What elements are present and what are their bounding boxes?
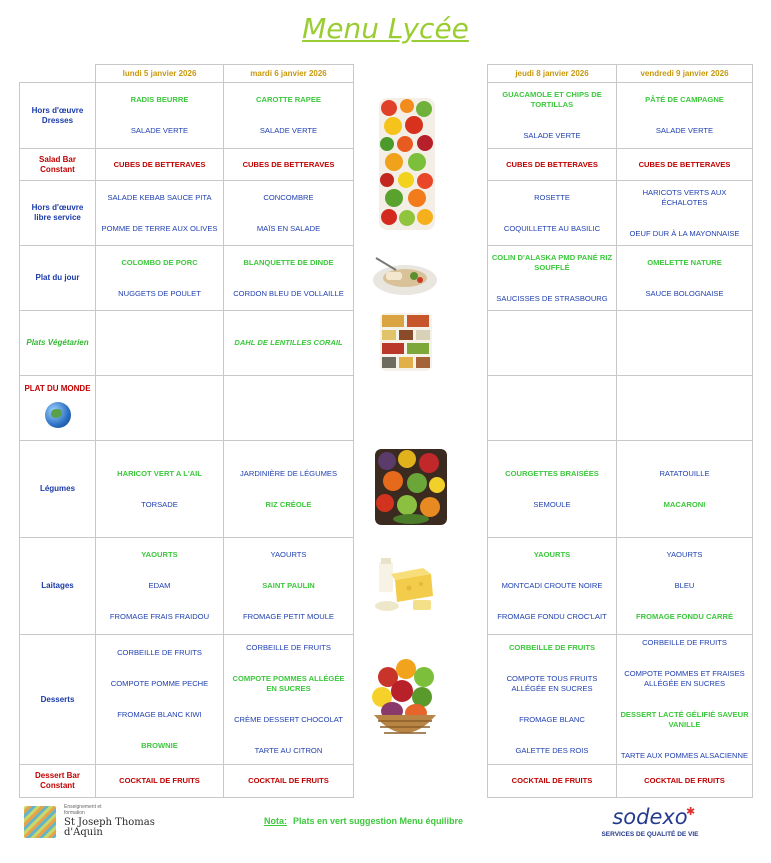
menu-cell xyxy=(96,181,224,246)
menu-item: FROMAGE FONDU CROC'LAIT xyxy=(497,612,607,621)
menu-cell xyxy=(224,635,354,765)
menu-item: FROMAGE FONDU CARRÉ xyxy=(635,612,734,621)
menu-item: CUBES DE BETTERAVES xyxy=(638,159,731,169)
menu-cell xyxy=(224,441,354,538)
sodexo-tagline: SERVICES DE QUALITÉ DE VIE xyxy=(601,831,699,838)
day-header: mardi 6 janvier 2026 xyxy=(224,65,354,83)
menu-item: HARICOTS VERTS AUX ÉCHALOTES xyxy=(642,187,727,207)
menu-item: RATATOUILLE xyxy=(659,468,710,478)
menu-item: CUBES DE BETTERAVES xyxy=(242,159,335,169)
fruit-basket-image xyxy=(370,655,440,747)
menu-item: RADIS BEURRE xyxy=(130,95,189,104)
menu-cell xyxy=(617,311,753,376)
menu-item: COMPOTE POMMES ET FRAISES ALLÉGÉE EN SUCRES xyxy=(624,669,745,688)
row-label xyxy=(20,83,96,149)
school-logo xyxy=(24,804,155,844)
menu-table-left xyxy=(19,64,354,798)
menu-cell xyxy=(224,765,354,798)
table-row xyxy=(488,441,753,538)
vegetables-image xyxy=(379,98,435,230)
row-label xyxy=(20,538,96,635)
menu-cell xyxy=(96,83,224,149)
menu-item: CAROTTE RAPEE xyxy=(256,95,321,104)
menu-item: RIZ CRÉOLE xyxy=(265,499,312,509)
menu-cell xyxy=(96,311,224,376)
table-row xyxy=(20,538,354,635)
row-label xyxy=(20,635,96,765)
menu-item: FROMAGE PETIT MOULE xyxy=(243,612,334,621)
menu-item: COURGETTES BRAISÉES xyxy=(505,468,599,478)
row-label xyxy=(20,441,96,538)
menu-cell xyxy=(617,149,753,181)
table-row xyxy=(488,635,753,765)
page-title: Menu Lycée xyxy=(302,12,469,45)
row-label-text: Légumes xyxy=(39,484,76,493)
day-header: lundi 5 janvier 2026 xyxy=(96,65,224,83)
menu-item: CORBEILLE DE FRUITS xyxy=(508,643,596,652)
table-row xyxy=(488,376,753,441)
menu-cell xyxy=(488,311,617,376)
row-label-text: Hors d'œuvre libre service xyxy=(31,203,84,222)
menu-item: COCKTAIL DE FRUITS xyxy=(248,776,329,785)
menu-cell xyxy=(96,376,224,441)
menu-item: COMPOTE POMME PECHE xyxy=(110,679,209,688)
school-logo-mark xyxy=(24,806,56,838)
menu-item: COQUILLETTE AU BASILIC xyxy=(503,223,601,233)
menu-item: CUBES DE BETTERAVES xyxy=(113,159,206,169)
menu-item: CORBEILLE DE FRUITS xyxy=(642,638,727,647)
menu-cell xyxy=(617,765,753,798)
menu-cell xyxy=(96,635,224,765)
row-label xyxy=(20,246,96,311)
school-logo-subtitle: Enseignement et formation xyxy=(64,804,102,816)
menu-item: HARICOT VERT A L'AIL xyxy=(117,468,202,478)
row-label-text: Hors d'œuvre Dresses xyxy=(31,105,84,125)
menu-cell xyxy=(96,441,224,538)
menu-item: YAOURTS xyxy=(141,550,178,559)
globe-icon xyxy=(45,402,71,428)
row-label-text: Plats Végétarien xyxy=(26,338,89,347)
footer-note xyxy=(264,816,463,826)
menu-item: OMELETTE NATURE xyxy=(647,257,722,267)
menu-item: CORBEILLE DE FRUITS xyxy=(246,643,331,652)
menu-cell xyxy=(617,441,753,538)
menu-cell xyxy=(488,765,617,798)
menu-cell xyxy=(488,635,617,765)
table-row xyxy=(20,376,354,441)
menu-cell xyxy=(488,538,617,635)
table-row xyxy=(488,181,753,246)
menu-item: DAHL DE LENTILLES CORAIL xyxy=(234,338,343,347)
menu-item: TORSADE xyxy=(141,499,178,509)
row-label xyxy=(20,311,96,376)
menu-item: CONCOMBRE xyxy=(263,192,314,202)
menu-item: SALADE VERTE xyxy=(523,131,581,140)
table-row xyxy=(488,149,753,181)
menu-cell xyxy=(224,376,354,441)
table-row xyxy=(20,181,354,246)
menu-cell xyxy=(96,538,224,635)
menu-cell xyxy=(224,538,354,635)
row-label-text: Laitages xyxy=(41,581,74,590)
row-label xyxy=(20,181,96,246)
menu-item: CORDON BLEU DE VOLLAILLE xyxy=(233,288,344,298)
menu-cell xyxy=(96,246,224,311)
menu-item: POMME DE TERRE AUX OLIVES xyxy=(101,223,218,233)
menu-item: EDAM xyxy=(148,581,171,590)
row-label-text: PLAT DU MONDE xyxy=(24,384,91,393)
menu-item: YAOURTS xyxy=(666,550,703,559)
sodexo-logo xyxy=(590,805,710,845)
menu-item: DESSERT LACTÉ GÉLIFIÉ SAVEUR VANILLE xyxy=(620,710,749,729)
menu-item: ROSETTE xyxy=(534,192,570,202)
menu-item: COMPOTE POMMES ALLÉGÉE EN SUCRES xyxy=(232,674,345,693)
row-label-text: Dessert Bar Constant xyxy=(35,771,80,790)
row-label xyxy=(20,376,96,441)
menu-cell xyxy=(617,83,753,149)
menu-item: FROMAGE BLANC KIWI xyxy=(117,710,202,719)
menu-item: PÂTÉ DE CAMPAGNE xyxy=(645,95,724,104)
menu-item: COLOMBO DE PORC xyxy=(121,257,198,267)
menu-table-right xyxy=(487,64,753,798)
table-row xyxy=(20,765,354,798)
star-icon: ✱ xyxy=(686,806,696,818)
menu-item: COCKTAIL DE FRUITS xyxy=(119,776,200,785)
menu-cell xyxy=(617,181,753,246)
menu-item: SALADE VERTE xyxy=(655,126,714,135)
menu-item: MONTCADI CROUTE NOIRE xyxy=(501,581,603,590)
menu-cell xyxy=(617,538,753,635)
menu-item: SAUCE BOLOGNAISE xyxy=(645,288,724,298)
table-row xyxy=(488,765,753,798)
menu-item: OEUF DUR À LA MAYONNAISE xyxy=(629,228,740,238)
menu-item: NUGGETS DE POULET xyxy=(118,288,201,298)
menu-cell xyxy=(96,149,224,181)
menu-cell xyxy=(617,246,753,311)
menu-cell xyxy=(488,246,617,311)
table-row xyxy=(488,246,753,311)
vegetarian-dishes-image xyxy=(380,313,432,371)
menu-item: TARTE AUX POMMES ALSACIENNE xyxy=(620,751,749,760)
menu-cell xyxy=(224,246,354,311)
menu-item: FROMAGE BLANC xyxy=(519,715,585,724)
header-corner xyxy=(20,65,96,83)
menu-cell xyxy=(224,181,354,246)
menu-cell xyxy=(617,376,753,441)
sodexo-brand: sodexo xyxy=(612,805,688,829)
day-header: jeudi 8 janvier 2026 xyxy=(488,65,617,83)
menu-item: COCKTAIL DE FRUITS xyxy=(511,776,593,785)
footer-note-label: Nota: xyxy=(264,816,287,826)
row-label-text: Salad Bar Constant xyxy=(39,154,76,174)
table-row xyxy=(488,311,753,376)
menu-cell xyxy=(488,83,617,149)
menu-item: YAOURTS xyxy=(533,550,571,559)
menu-cell xyxy=(617,635,753,765)
menu-item: CORBEILLE DE FRUITS xyxy=(117,648,202,657)
menu-item: SAINT PAULIN xyxy=(262,581,315,590)
dairy-image xyxy=(373,556,439,614)
menu-item: FROMAGE FRAIS FRAIDOU xyxy=(109,612,210,621)
menu-item: YAOURTS xyxy=(270,550,307,559)
table-row xyxy=(488,83,753,149)
menu-cell xyxy=(488,181,617,246)
school-logo-name: St Joseph Thomas d'Aquin xyxy=(64,817,155,838)
menu-item: GALETTE DES ROIS xyxy=(515,746,589,755)
menu-item: MAÏS EN SALADE xyxy=(256,223,321,233)
fish-dish-image xyxy=(372,252,438,298)
row-label-text: Desserts xyxy=(40,694,75,704)
menu-item: CRÈME DESSERT CHOCOLAT xyxy=(234,715,343,724)
menu-item: GUACAMOLE ET CHIPS DE TORTILLAS xyxy=(502,90,602,109)
menu-cell xyxy=(96,765,224,798)
menu-cell xyxy=(488,149,617,181)
menu-item: SALADE VERTE xyxy=(259,126,318,135)
menu-item: COCKTAIL DE FRUITS xyxy=(644,776,725,785)
table-row xyxy=(20,246,354,311)
table-row xyxy=(20,83,354,149)
menu-cell xyxy=(488,441,617,538)
menu-cell xyxy=(224,311,354,376)
menu-item: SAUCISSES DE STRASBOURG xyxy=(496,293,608,303)
menu-cell xyxy=(224,83,354,149)
day-header: vendredi 9 janvier 2026 xyxy=(617,65,753,83)
row-label xyxy=(20,149,96,181)
menu-item: MACARONI xyxy=(663,499,706,509)
menu-item: SALADE VERTE xyxy=(130,126,189,135)
menu-cell xyxy=(488,376,617,441)
menu-item: COLIN D'ALASKA PMD PANÉ RIZ SOUFFLÉ xyxy=(491,252,613,272)
menu-item: BLANQUETTE DE DINDE xyxy=(243,257,334,267)
table-row xyxy=(488,538,753,635)
row-label-text: Plat du jour xyxy=(35,273,80,282)
menu-item: TARTE AU CITRON xyxy=(254,746,323,755)
menu-item: COMPOTE TOUS FRUITS ALLÉGÉE EN SUCRES xyxy=(506,674,598,693)
menu-cell xyxy=(224,149,354,181)
menu-item: JARDINIÈRE DE LÉGUMES xyxy=(239,468,338,478)
menu-item: CUBES DE BETTERAVES xyxy=(506,159,598,169)
table-row xyxy=(20,311,354,376)
table-row xyxy=(20,441,354,538)
menu-item: SALADE KEBAB SAUCE PITA xyxy=(107,192,212,202)
menu-item: BROWNIE xyxy=(141,741,178,750)
menu-item: SEMOULE xyxy=(533,499,571,509)
row-label xyxy=(20,765,96,798)
menu-item: BLEU xyxy=(674,581,695,590)
footer-note-text: Plats en vert suggestion Menu équilibre xyxy=(293,816,464,826)
table-row xyxy=(20,635,354,765)
table-row xyxy=(20,149,354,181)
vegetables-legumes-image xyxy=(375,449,447,525)
